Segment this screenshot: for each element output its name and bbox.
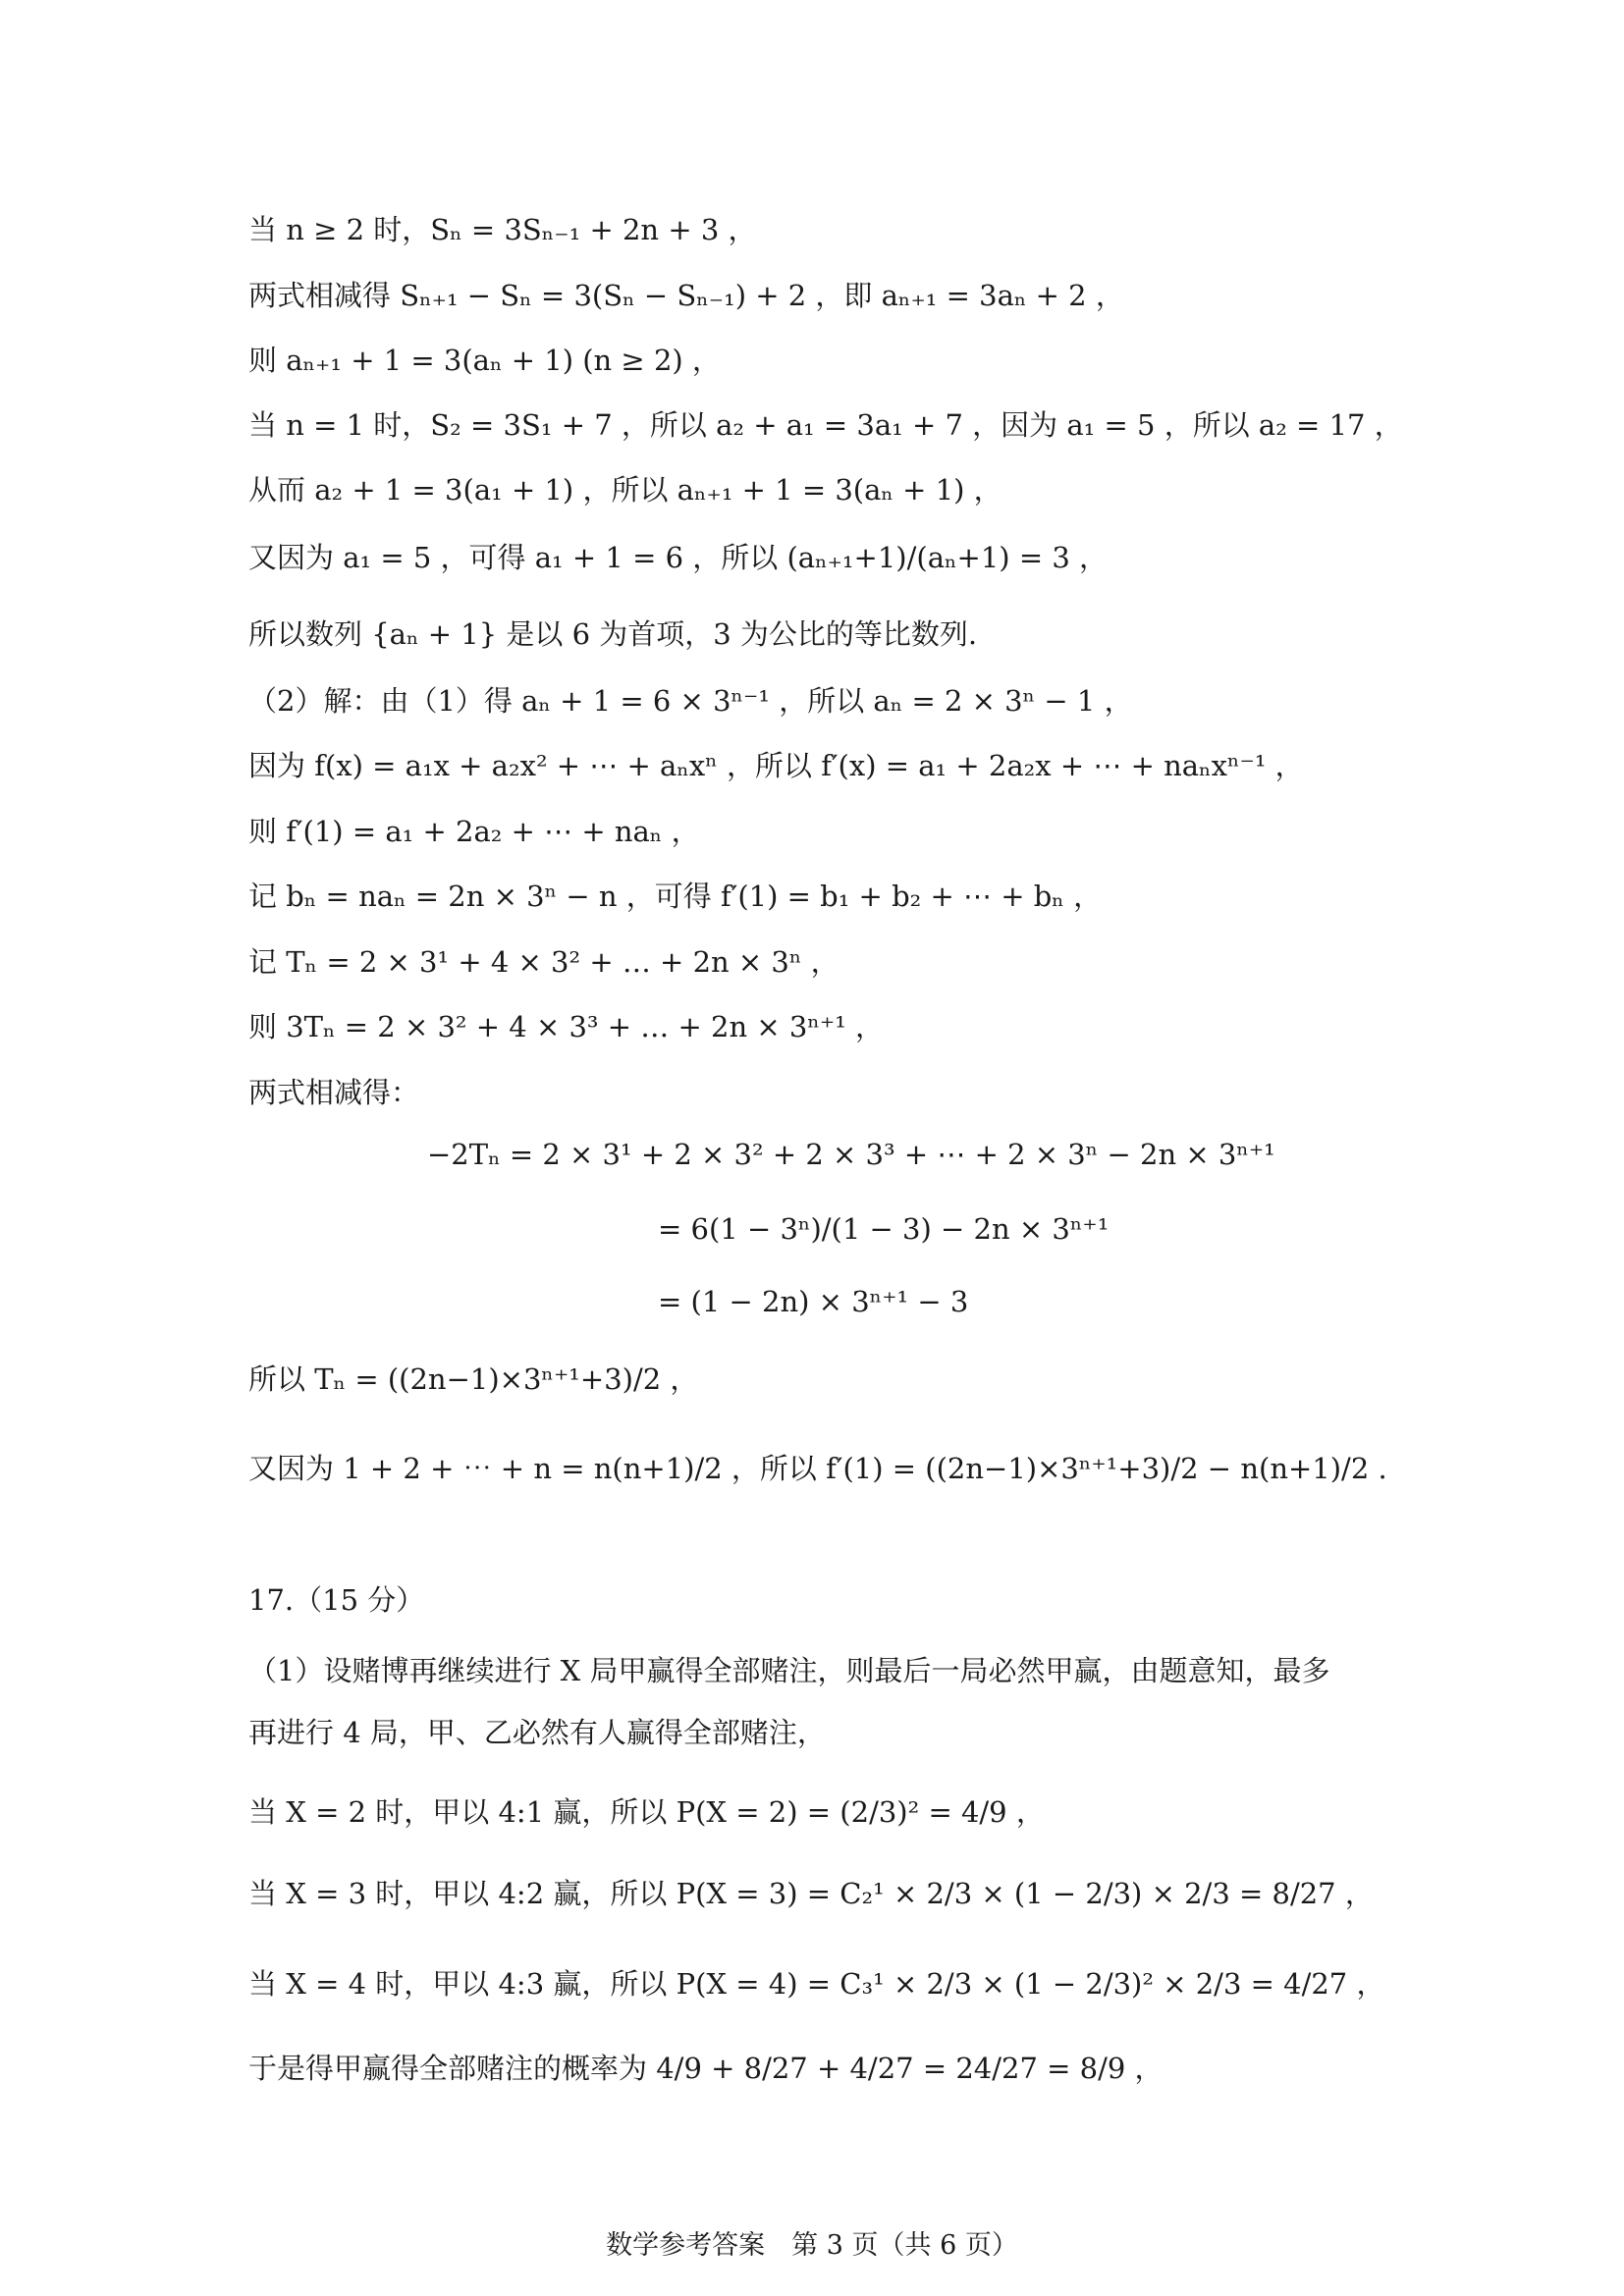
text-line: 又因为 a₁ = 5 ，可得 a₁ + 1 = 6 ，所以 (aₙ₊₁+1)/(aₙ+1) = 3 ， (248, 541, 1109, 574)
text-line: 则 f′(1) = a₁ + 2a₂ + ⋯ + naₙ ， (248, 815, 700, 848)
text-line: 两式相减得： (248, 1076, 420, 1109)
text-line: 当 X = 2 时，甲以 4:1 赢，所以 P(X = 2) = (2/3)² = 4/9 ， (248, 1795, 1045, 1829)
text-line: 所以数列 {aₙ + 1} 是以 6 为首项，3 为公比的等比数列. (248, 617, 978, 651)
section-heading: 17.（15 分） (248, 1583, 425, 1617)
text-line: 当 n = 1 时，S₂ = 3S₁ + 7 ，所以 a₂ + a₁ = 3a₁ + 7 ，因为 a₁ = 5 ，所以 a₂ = 17 ， (248, 408, 1403, 442)
text-line: 记 bₙ = naₙ = 2n × 3ⁿ − n ，可得 f′(1) = b₁ + b₂ + ⋯ + bₙ ， (248, 880, 1103, 913)
derivation-line: −2Tₙ = 2 × 3¹ + 2 × 3² + 2 × 3³ + ⋯ + 2 × 3ⁿ − 2n × 3ⁿ⁺¹ (427, 1138, 1275, 1171)
page-footer: 数学参考答案 第 3 页（共 6 页） (606, 2230, 1018, 2261)
text-line: 当 X = 4 时，甲以 4:3 赢，所以 P(X = 4) = C₃¹ × 2/3 × (1 − 2/3)² × 2/3 = 4/27 ， (248, 1967, 1385, 2001)
text-line: 两式相减得 Sₙ₊₁ − Sₙ = 3(Sₙ − Sₙ₋₁) + 2 ，即 aₙ₊₁ = 3aₙ + 2 ， (248, 279, 1124, 312)
text-line: 又因为 1 + 2 + ⋯ + n = n(n+1)/2 ，所以 f′(1) = ((2n−1)×3ⁿ⁺¹+3)/2 − n(n+1)/2 . (248, 1452, 1387, 1485)
text-line: 从而 a₂ + 1 = 3(a₁ + 1) ，所以 aₙ₊₁ + 1 = 3(aₙ + 1) ， (248, 473, 1002, 507)
derivation-line: = (1 − 2n) × 3ⁿ⁺¹ − 3 (658, 1285, 969, 1318)
text-line: 于是得甲赢得全部赌注的概率为 4/9 + 8/27 + 4/27 = 24/27 = 8/9 ， (248, 2052, 1164, 2085)
text-line: 再进行 4 局，甲、乙必然有人赢得全部赌注， (248, 1716, 826, 1749)
derivation-line: = 6(1 − 3ⁿ)/(1 − 3) − 2n × 3ⁿ⁺¹ (658, 1212, 1110, 1246)
text-line: （2）解：由（1）得 aₙ + 1 = 6 × 3ⁿ⁻¹ ，所以 aₙ = 2 × 3ⁿ − 1 ， (248, 684, 1133, 718)
text-line: 则 3Tₙ = 2 × 3² + 4 × 3³ + … + 2n × 3ⁿ⁺¹ ， (248, 1010, 885, 1043)
text-line: 记 Tₙ = 2 × 3¹ + 4 × 3² + … + 2n × 3ⁿ ， (248, 945, 839, 979)
text-line: 因为 f(x) = a₁x + a₂x² + ⋯ + aₙxⁿ ，所以 f′(x) = a₁ + 2a₂x + ⋯ + naₙxⁿ⁻¹ ， (248, 749, 1304, 782)
text-line: 当 n ≥ 2 时，Sₙ = 3Sₙ₋₁ + 2n + 3 ， (248, 213, 757, 246)
text-line: 当 X = 3 时，甲以 4:2 赢，所以 P(X = 3) = C₂¹ × 2/3 × (1 − 2/3) × 2/3 = 8/27 ， (248, 1877, 1374, 1910)
text-line: （1）设赌博再继续进行 X 局甲赢得全部赌注，则最后一局必然甲赢，由题意知，最多 (248, 1654, 1330, 1687)
text-line: 所以 Tₙ = ((2n−1)×3ⁿ⁺¹+3)/2 ， (248, 1362, 699, 1396)
text-line: 则 aₙ₊₁ + 1 = 3(aₙ + 1) (n ≥ 2) ， (248, 344, 721, 377)
